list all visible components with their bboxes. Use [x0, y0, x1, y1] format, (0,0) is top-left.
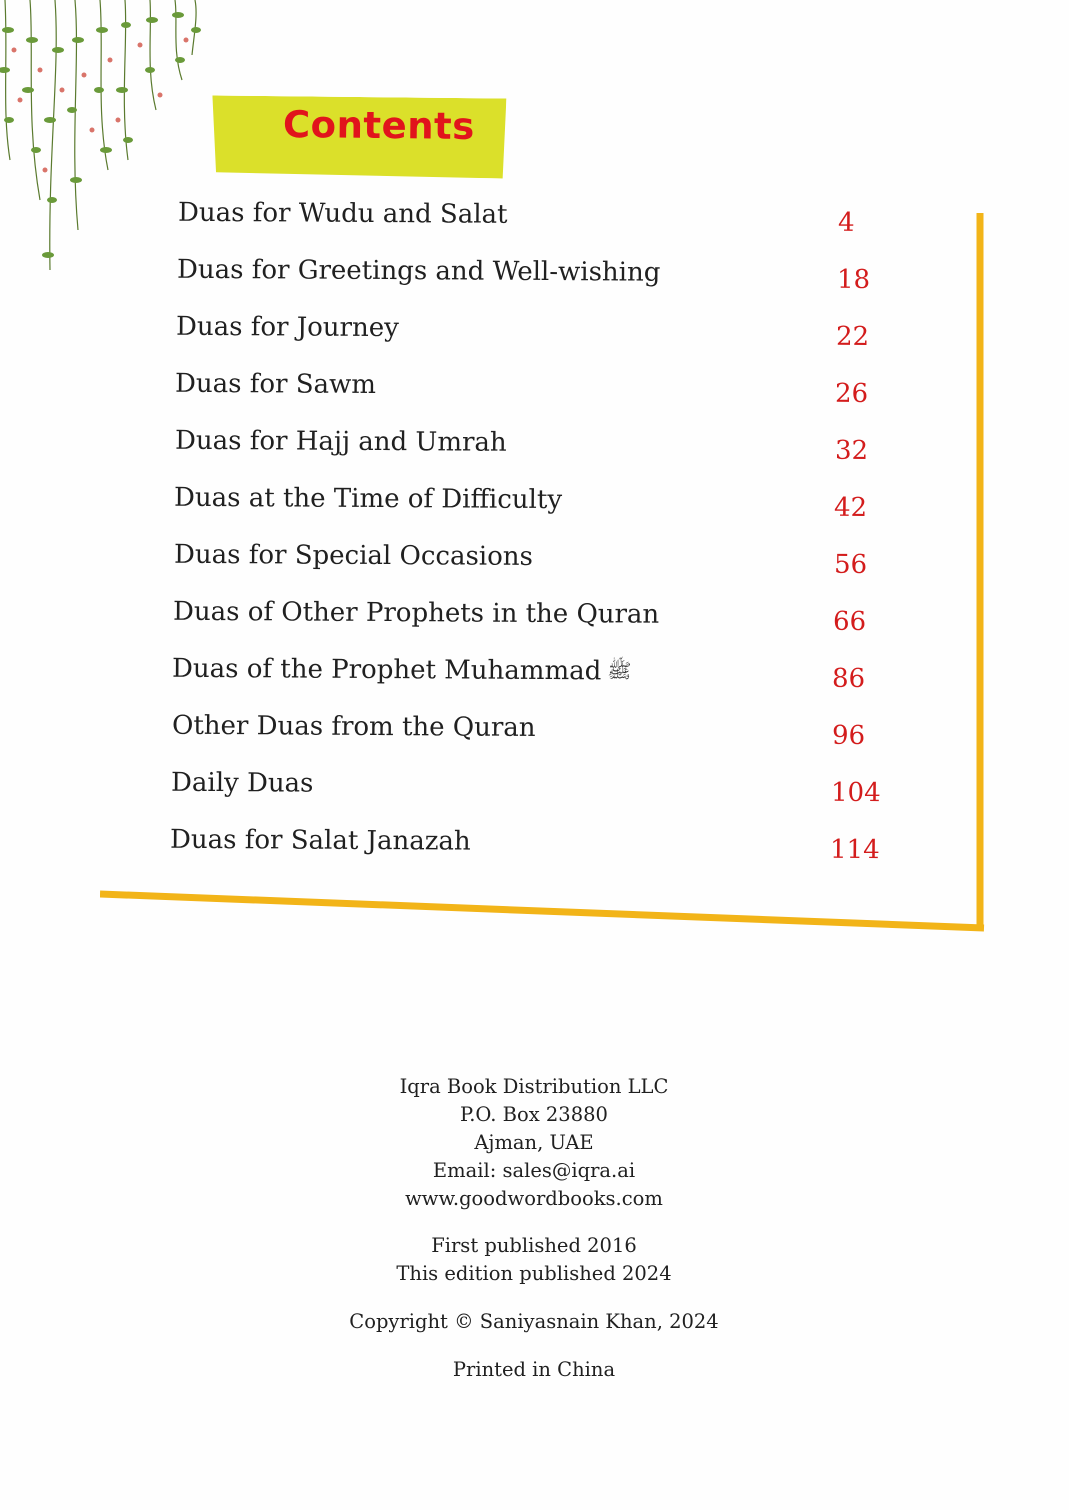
- publisher-po-box: P.O. Box 23880: [460, 1103, 608, 1126]
- toc-entry-title: Duas at the Time of Difficulty: [173, 482, 563, 516]
- toc-entry-page: 42: [833, 492, 868, 523]
- toc-row[interactable]: [172, 711, 912, 773]
- toc-entry-page: 4: [837, 207, 855, 238]
- toc-row[interactable]: [174, 540, 914, 602]
- pbuh-honorific-glyph: ﷺ: [607, 658, 632, 683]
- toc-entry-page: 66: [832, 606, 867, 637]
- copyright-notice: [334, 1308, 734, 1336]
- toc-entry-title: Other Duas from the Quran: [171, 710, 536, 743]
- toc-entry-page: 26: [834, 378, 869, 409]
- toc-entry-title: Duas of the Prophet Muhammad ﷺ: [171, 653, 632, 687]
- printed-in-text: Printed in China: [452, 1358, 616, 1381]
- publisher-address-block: [334, 1073, 734, 1213]
- toc-entry-title: Duas for Salat Janazah: [169, 824, 471, 857]
- toc-row[interactable]: [175, 369, 915, 431]
- toc-row[interactable]: [171, 768, 911, 830]
- toc-entry-page: 114: [829, 834, 880, 866]
- toc-row[interactable]: [176, 312, 916, 374]
- toc-row[interactable]: [173, 597, 913, 659]
- table-of-contents: [169, 197, 910, 884]
- publisher-email: Email: sales@iqra.ai: [432, 1159, 636, 1182]
- toc-entry-title: Duas for Special Occasions: [173, 539, 533, 572]
- toc-entry-title: Duas for Hajj and Umrah: [174, 425, 507, 458]
- toc-row[interactable]: [178, 198, 918, 260]
- toc-entry-title: Daily Duas: [170, 767, 314, 799]
- toc-entry-page: 18: [836, 264, 871, 295]
- first-published: First published 2016: [431, 1234, 637, 1257]
- publisher-website: www.goodwordbooks.com: [405, 1187, 663, 1210]
- toc-entry-title: Duas for Journey: [175, 311, 399, 344]
- toc-entry-page: 96: [831, 720, 866, 751]
- edition-info-block: [334, 1232, 734, 1288]
- toc-entry-page: 56: [833, 549, 868, 580]
- toc-entry-page: 104: [830, 777, 881, 809]
- toc-entry-page: 22: [835, 321, 870, 352]
- publisher-city: Ajman, UAE: [474, 1131, 594, 1154]
- toc-entry-title: Duas for Greetings and Well-wishing: [176, 254, 661, 288]
- contents-heading: Contents: [282, 102, 475, 149]
- toc-row[interactable]: [174, 483, 914, 545]
- toc-row[interactable]: [172, 654, 912, 716]
- printed-in-notice: [334, 1356, 734, 1384]
- toc-row[interactable]: [170, 825, 910, 887]
- toc-row[interactable]: [175, 426, 915, 488]
- toc-entry-title: Duas for Sawm: [174, 368, 377, 400]
- publisher-name: Iqra Book Distribution LLC: [399, 1075, 669, 1098]
- toc-entry-title: Duas for Wudu and Salat: [177, 197, 508, 230]
- toc-entry-page: 32: [834, 435, 869, 466]
- copyright-text: Copyright © Saniyasnain Khan, 2024: [349, 1310, 719, 1333]
- edition-published: This edition published 2024: [396, 1262, 672, 1285]
- toc-entry-title: Duas of Other Prophets in the Quran: [172, 596, 660, 630]
- toc-row[interactable]: [177, 255, 917, 317]
- toc-entry-page: 86: [831, 663, 866, 694]
